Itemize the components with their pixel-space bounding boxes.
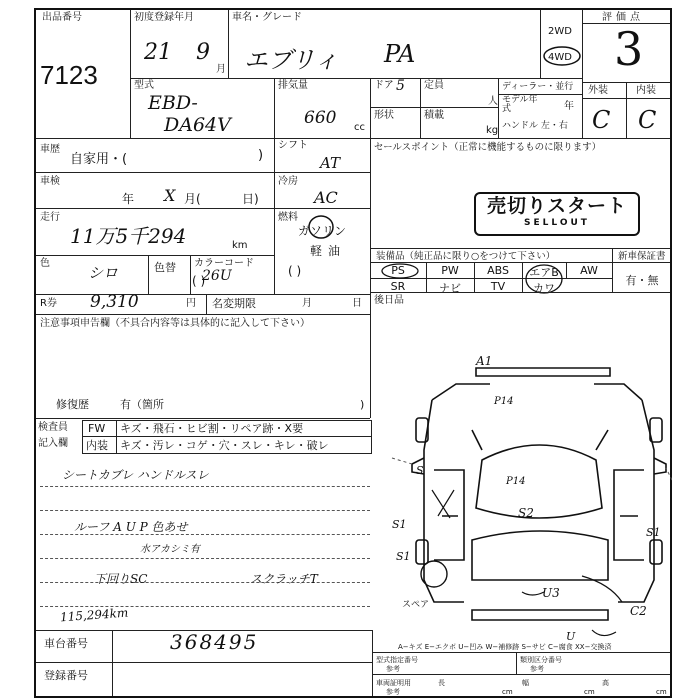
drive-circle-icon <box>542 44 582 68</box>
load-unit: kg <box>486 125 499 136</box>
width-unit: cm <box>584 688 595 696</box>
fuel-label: 燃料 <box>278 212 298 223</box>
handle-label: ハンドル 左・右 <box>502 121 568 131</box>
equip-pw: PW <box>441 264 459 277</box>
capacity-label: 定員 <box>424 80 444 91</box>
equip-circle-icon <box>524 262 568 296</box>
notes-label: 注意事項申告欄（不具合内容等は具体的に記入して下さい） <box>40 318 310 329</box>
equipment-label: 装備品（純正品に限り○をつけて下さい） <box>376 251 556 262</box>
inspection-month: X <box>164 186 176 205</box>
registration-label: 登録番号 <box>44 669 88 682</box>
color-label: 色 <box>40 258 50 269</box>
sellout-main: 売切りスタート <box>486 195 627 217</box>
mark-s1-left: S1 <box>392 518 407 531</box>
recycle-unit: 円 <box>186 298 196 309</box>
first-reg-label: 初度登録年月 <box>134 12 194 23</box>
inspection-day-unit: 日) <box>242 192 259 206</box>
mark-p14b: P14 <box>506 476 526 487</box>
recycle-value: 9,310 <box>90 292 139 312</box>
damage-legend: A−キズ E−エクボ U−凹み W−補修跡 S−サビ C−腐食 XX−交換済 <box>398 643 612 651</box>
length-label: 長 <box>438 679 445 687</box>
note-line-2: ルーフ A U P 色あせ <box>74 520 188 534</box>
drive-2wd: 2WD <box>548 26 572 37</box>
inspector-label-1: 検査員 <box>38 422 68 433</box>
after-market-label: 後日品 <box>374 295 404 306</box>
fuel-circle-icon <box>306 214 336 240</box>
history-close: ) <box>258 148 264 163</box>
auction-sheet <box>34 8 672 698</box>
equip-sr: SR <box>390 280 406 293</box>
shift-label: シフト <box>278 140 308 151</box>
doors-value: 5 <box>396 78 405 94</box>
inspection-month-unit: 月( <box>184 192 201 206</box>
fuel-gas: ガソリン <box>298 224 347 238</box>
aircon-value: AC <box>314 188 338 207</box>
mark-a1: A1 <box>476 354 493 368</box>
mileage-label: 走行 <box>40 212 60 223</box>
history-label: 車歴 <box>40 144 60 155</box>
score-label: 評価点 <box>602 12 644 23</box>
sellout-stamp <box>474 192 640 236</box>
displacement-label: 排気量 <box>278 80 308 91</box>
model-year-unit: 年 <box>564 101 574 112</box>
mileage-unit: km <box>232 240 248 251</box>
drive-4wd: 4WD <box>548 52 572 63</box>
repair-label: 修復歴 <box>56 398 89 411</box>
name-change-month: 月 <box>302 298 312 309</box>
int-text: キズ・汚レ・コゲ・穴・スレ・キレ・破レ <box>120 439 329 452</box>
equip-ps-circle-icon <box>380 262 426 280</box>
note-line-1: シートカブレ ハンドルスレ <box>62 468 209 482</box>
lot-number: 7123 <box>40 60 98 90</box>
recycle-label: R券 <box>40 298 57 309</box>
note-line-6: 115,294km <box>59 605 129 625</box>
class-no-ref: 参考 <box>530 665 544 673</box>
model-label: 型式 <box>134 80 154 91</box>
fw-label: FW <box>88 422 106 435</box>
chassis-label: 車台番号 <box>44 637 88 650</box>
height-label: 高 <box>602 679 609 687</box>
lot-label: 出品番号 <box>42 12 82 23</box>
capacity-unit: 人 <box>488 96 498 107</box>
color-change-label: 色替 <box>154 261 176 274</box>
displacement-value: 660 <box>304 108 337 128</box>
width-label: 幅 <box>522 679 529 687</box>
score-value: 3 <box>614 22 644 76</box>
mark-s-left: S <box>416 464 424 477</box>
equip-navi: ナビ <box>439 282 461 295</box>
model-line2: DA64V <box>164 114 231 136</box>
inspection-label: 車検 <box>40 176 60 187</box>
name-change-day: 日 <box>352 298 362 309</box>
first-reg-month: 9 <box>196 40 210 65</box>
car-name: エブリィ <box>244 46 339 74</box>
model-no-label: 型式指定番号 <box>376 656 418 664</box>
inspector-label-2: 記入欄 <box>38 438 68 449</box>
first-reg-month-unit: 月 <box>216 64 226 75</box>
length-unit: cm <box>502 688 513 696</box>
aircon-label: 冷房 <box>278 176 298 187</box>
equip-abs: ABS <box>487 264 509 277</box>
model-line1: EBD- <box>148 92 198 114</box>
history-value: 自家用・( <box>70 152 128 167</box>
mileage-value: 11万5千294 <box>70 224 187 248</box>
exterior-value: C <box>592 106 611 134</box>
interior-label: 内装 <box>636 85 656 96</box>
fuel-diesel: 軽油 <box>310 244 347 258</box>
sellout-sub: SELLOUT <box>524 218 590 228</box>
car-grade: PA <box>384 40 416 68</box>
load-label: 積載 <box>424 110 444 121</box>
shift-value: AT <box>320 154 341 172</box>
note-line-3: 水アカシミ有 <box>140 544 200 555</box>
color-value: シロ <box>88 264 119 282</box>
dealer-label: ディーラー・並行 <box>502 82 574 92</box>
dims-label: 車両証明用 <box>376 679 411 687</box>
shape-label: 形状 <box>374 110 394 121</box>
inspection-year-unit: 年 <box>122 192 135 206</box>
equip-leather: カワ <box>533 282 555 295</box>
repair-value: 有（箇所 <box>120 398 164 411</box>
chassis-value: 368495 <box>170 630 259 654</box>
dims-ref: 参考 <box>386 688 400 696</box>
guarantee-value: 有・無 <box>625 274 659 287</box>
equip-airbag: エアB <box>529 266 559 279</box>
repair-close: ) <box>360 398 365 411</box>
class-no-label: 類別区分番号 <box>520 656 562 664</box>
displacement-unit: cc <box>354 122 365 133</box>
color-code-value: 26U <box>202 268 232 284</box>
fw-text: キズ・飛石・ヒビ割・リペア跡・X要 <box>120 422 304 435</box>
model-year-label: モデル年式 <box>502 95 538 114</box>
color-code-label: カラーコード <box>194 258 254 269</box>
sales-point-label: セールスポイント（正常に機能するものに限ります） <box>374 142 602 153</box>
mark-p14: P14 <box>494 396 514 407</box>
equip-ps: PS <box>391 264 405 277</box>
model-no-ref: 参考 <box>386 665 400 673</box>
first-reg-year: 21 <box>144 40 172 65</box>
color-code-paren: ( ) <box>192 274 206 288</box>
mark-u: U <box>566 630 576 643</box>
doors-label: ドア <box>374 80 394 91</box>
mark-s2: S2 <box>518 506 534 520</box>
fuel-paren: ( ) <box>288 264 302 278</box>
car-name-label: 車名・グレード <box>232 12 302 23</box>
guarantee-label: 新車保証書 <box>618 251 666 262</box>
height-unit: cm <box>656 688 667 696</box>
note-line-5: スクラッチT <box>250 572 318 586</box>
mark-s1-right: S1 <box>646 526 661 539</box>
equip-tv: TV <box>490 280 506 293</box>
note-line-4: 下回りSC <box>94 572 148 586</box>
interior-value: C <box>638 106 657 134</box>
equip-aw: AW <box>580 264 598 277</box>
name-change-label: 名変期限 <box>212 297 256 310</box>
mark-u3: U3 <box>542 586 560 600</box>
spare-label: スペア <box>402 600 430 610</box>
mark-s1-center: S1 <box>396 550 411 563</box>
car-diagram <box>372 340 672 640</box>
int-label: 内装 <box>86 439 108 452</box>
exterior-label: 外装 <box>588 85 608 96</box>
mark-c2: C2 <box>630 604 647 618</box>
